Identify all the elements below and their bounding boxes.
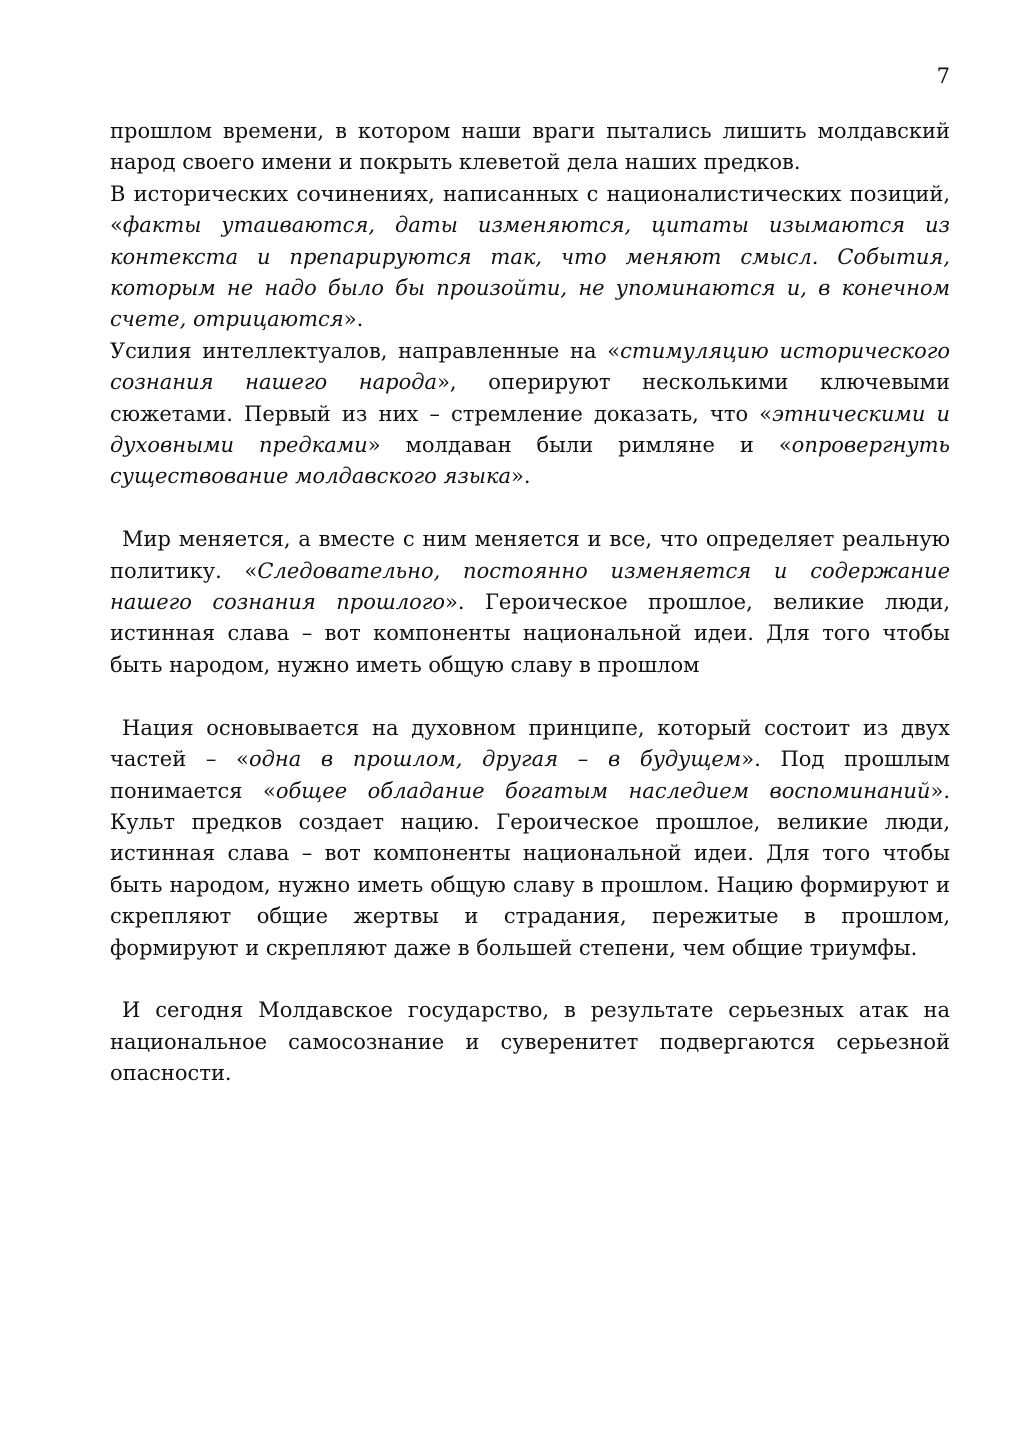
text-segment: Мир меняется, а вместе с ним меняется и все, что определяет реальную политику. « bbox=[110, 527, 950, 583]
page-number: 7 bbox=[936, 64, 950, 88]
italic-quote: опровергнуть существование молдавского языка bbox=[110, 433, 950, 489]
text-segment: ». Культ предков создает нацию. Героическое прошлое, великие люди, истинная слава – вот компоненты национальной идеи. Для того чтобы быть народом, нужно иметь общую славу в прошлом. Нацию формируют и скрепляют общие жертвы и страдания, пережитые в прошлом, формируют и скрепляют даже в большей степени, чем общие триумфы. bbox=[110, 778, 950, 960]
paragraph-2 bbox=[110, 179, 950, 336]
paragraph-1 bbox=[110, 116, 950, 179]
text-segment: ». Под прошлым понимается « bbox=[110, 747, 951, 803]
italic-quote: Следовательно, постоянно изменяется и содержание нашего сознания прошлого bbox=[110, 558, 950, 615]
text-segment: ». Героическое прошлое, великие люди, истинная слава – вот компоненты национальной идеи. Для того чтобы быть народом, нужно иметь общую славу в прошлом bbox=[110, 590, 950, 677]
paragraph-3 bbox=[110, 336, 950, 493]
italic-quote: одна в прошлом, другая – в будущем bbox=[248, 747, 742, 772]
italic-quote: факты утаиваются, даты изменяются, цитаты изымаются из контекста и препарируются так, что меняют смысл. События, которым не надо было бы произойти, не упоминаются и, в конечном счете, отрицаются bbox=[110, 213, 950, 332]
text-segment: ». bbox=[511, 464, 531, 489]
text-segment: Нация основывается на духовном принципе, который состоит из двух частей – « bbox=[110, 715, 950, 772]
text-segment: И сегодня Молдавское государство, в результате серьезных атак на национальное самосознание и суверенитет подвергаются серьезной опасности. bbox=[110, 998, 950, 1086]
italic-quote: стимуляцию исторического сознания нашего народа bbox=[110, 338, 950, 395]
paragraph-4 bbox=[110, 524, 950, 681]
text-segment: Усилия интеллектуалов, направленные на « bbox=[110, 338, 621, 363]
document-body bbox=[110, 116, 950, 1090]
text-segment: », оперируют несколькими ключевыми сюжетами. Первый из них – стремление доказать, что « bbox=[110, 370, 950, 426]
paragraph-5 bbox=[110, 713, 950, 964]
paragraph-6 bbox=[110, 995, 950, 1089]
italic-quote: общее обладание богатым наследием воспоминаний bbox=[275, 778, 931, 803]
italic-quote: этническими и духовными предками bbox=[110, 401, 950, 458]
text-segment: В исторических сочинениях, написанных с националистических позиций, « bbox=[110, 181, 950, 238]
text-segment: ». bbox=[343, 307, 364, 332]
text-segment: прошлом времени, в котором наши враги пытались лишить молдавский народ своего имени и покрыть клеветой дела наших предков. bbox=[110, 119, 950, 175]
text-segment: » молдаван были римляне и « bbox=[367, 433, 792, 458]
